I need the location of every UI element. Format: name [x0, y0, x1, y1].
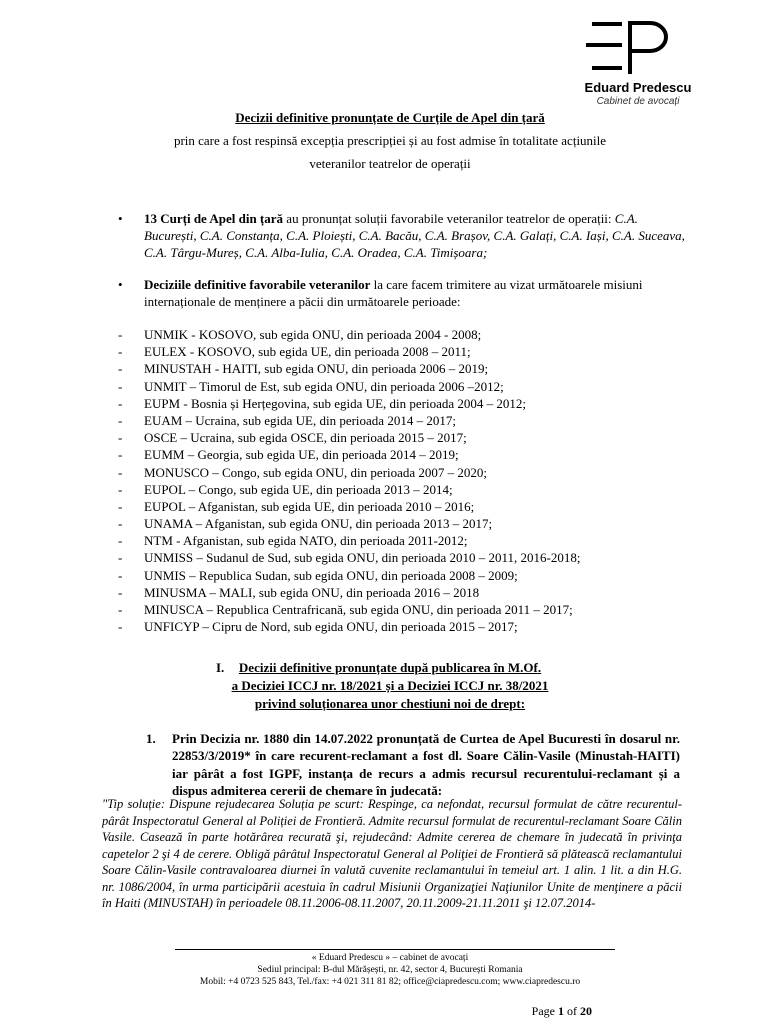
bullet-bold-text: 13 Curți de Apel din țară — [144, 211, 284, 226]
footer-firm: « Eduard Predescu » – cabinet de avocați — [311, 953, 469, 963]
bullet-courts — [118, 210, 688, 261]
dash-marker: - — [118, 498, 123, 514]
mission-item — [118, 601, 698, 618]
bullet-italic-text: C.A. București, C.A. Constanța, C.A. Ploiești, C.A. Bacău, C.A. Brașov, C.A. Galați, C.A. Iași, C.A. Suceava, C.A. Târgu-Mureș, C.A. Alba-Iulia, C.A. Oradea, C.A. Timișoara; — [144, 211, 685, 260]
bullet-icon: • — [118, 277, 123, 292]
dash-marker: - — [118, 361, 123, 377]
mission-text: UNAMA – Afganistan, sub egida ONU, din perioada 2013 – 2017; — [144, 516, 493, 532]
dash-marker: - — [118, 516, 123, 532]
footer-address: Sediul principal: B-dul Mărășești, nr. 42, sector 4, București Romania — [257, 965, 523, 975]
ep-monogram-icon — [584, 18, 684, 76]
mission-item — [118, 360, 698, 377]
page-current: 1 — [558, 1004, 564, 1018]
dash-marker: - — [118, 327, 123, 342]
dash-marker: - — [118, 584, 123, 600]
mission-item — [118, 326, 698, 343]
mission-item — [118, 549, 698, 566]
dash-marker: - — [118, 430, 123, 446]
dash-marker: - — [118, 533, 123, 549]
mission-text: UNFICYP – Cipru de Nord, sub egida ONU, din perioada 2015 – 2017; — [144, 619, 518, 635]
section-title-line1: Decizii definitive pronunțate după publicarea în M.Of. — [238, 660, 542, 675]
mission-item — [118, 481, 698, 498]
logo — [578, 18, 698, 107]
mission-text: MINUSCA – Republica Centrafricană, sub egida ONU, din perioada 2011 – 2017; — [144, 602, 573, 617]
mission-text: MINUSMA – MALI, sub egida ONU, din perioada 2016 – 2018 — [144, 584, 480, 600]
mission-item — [118, 498, 698, 515]
mission-text: EUPOL – Congo, sub egida UE, din perioada 2013 – 2014; — [144, 481, 453, 497]
bullet-text: au pronunțat soluții favorabile veteranilor teatrelor de operații: — [283, 211, 615, 226]
page-label: Page — [531, 1004, 555, 1018]
mission-text: MINUSTAH - HAITI, sub egida ONU, din perioada 2006 – 2019; — [144, 361, 489, 377]
mission-text: EUMM – Georgia, sub egida UE, din perioada 2014 – 2019; — [144, 447, 459, 463]
page-of: of — [567, 1004, 577, 1018]
section-number: I. — [216, 660, 225, 675]
dash-marker: - — [118, 550, 123, 566]
mission-item — [118, 464, 698, 481]
mission-text: UNMIT – Timorul de Est, sub egida ONU, din perioada 2006 –2012; — [144, 378, 504, 394]
mission-text: MONUSCO – Congo, sub egida ONU, din perioada 2007 – 2020; — [144, 464, 488, 480]
document-subtitle-line1: prin care a fost respinsă excepția prescripției și au fost admise în totalitate acțiunile — [173, 133, 607, 148]
mission-item — [118, 446, 698, 463]
item-number: 1. — [146, 731, 156, 746]
footer-divider — [175, 949, 615, 950]
mission-item — [118, 412, 698, 429]
dash-marker: - — [118, 378, 123, 394]
mission-text: EUPM - Bosnia și Herțegovina, sub egida UE, din perioada 2004 – 2012; — [144, 395, 526, 411]
mission-item — [118, 532, 698, 549]
mission-item — [118, 567, 698, 584]
dash-marker: - — [118, 344, 123, 360]
mission-text: EULEX - KOSOVO, sub egida UE, din perioada 2008 – 2011; — [144, 344, 471, 360]
decision-item-1 — [146, 730, 680, 799]
mission-item — [118, 618, 698, 635]
mission-text: NTM - Afganistan, sub egida NATO, din perioada 2011-2012; — [144, 533, 468, 549]
mission-item — [118, 343, 698, 360]
decision-quote: "Tip soluție: Dispune rejudecarea Soluția pe scurt: Respinge, ca nefondat, recursul formulat de către recurentul-pârât Inspectoratul General al Poliției de Frontieră. Admite recursul formulat de recurentul-reclamant Soare Călin Vasile. Casează în parte hotărârea recurată şi, rejudecând: Admite cererea de chemare în judecată în privinţa capetelor 2 şi 4 de cerere. Obligă pârâtul Inspectoratul General al Poliţiei de Frontieră să plătească reclamantului Soare Călin-Vasile contravaloarea diurnei în valută cuvenite reclamantului în temeiul art. 1 alin. 1 lit. a din H.G. nr. 1086/2004, în urma participării acestuia în cadrul Misiunii Organizaţiei Naţiunilor Unite de menţinere a păcii în Haiti (MINUSTAH) în perioadele 08.11.2006-08.11.2007, 20.11.2009-21.11.2011 şi 12.07.2014- — [102, 797, 682, 910]
section-heading-line1 — [150, 660, 630, 676]
dash-marker: - — [118, 602, 123, 617]
dash-marker: - — [118, 464, 123, 480]
page-total: 20 — [580, 1004, 592, 1018]
mission-item — [118, 515, 698, 532]
mission-text: EUAM – Ucraina, sub egida UE, din perioada 2014 – 2017; — [144, 412, 456, 428]
dash-marker: - — [118, 567, 123, 583]
dash-marker: - — [118, 481, 123, 497]
mission-item — [118, 429, 698, 446]
dash-marker: - — [118, 395, 123, 411]
mission-text: EUPOL – Afganistan, sub egida UE, din perioada 2010 – 2016; — [144, 498, 475, 514]
page-number — [532, 1004, 592, 1019]
dash-marker: - — [118, 447, 123, 463]
mission-text: UNMIS – Republica Sudan, sub egida ONU, din perioada 2008 – 2009; — [144, 567, 518, 583]
document-subtitle-line2: veteranilor teatrelor de operații — [309, 156, 471, 171]
dash-marker: - — [118, 619, 123, 635]
dash-marker: - — [118, 412, 123, 428]
mission-text: UNMISS – Sudanul de Sud, sub egida ONU, din perioada 2010 – 2011, 2016-2018; — [144, 550, 581, 566]
footer-contact: Mobil: +4 0723 525 843, Tel./fax: +4 021 311 81 82; office@ciapredescu.com; www.ciapredescu.ro — [199, 977, 581, 987]
bullet-decisions — [118, 276, 688, 310]
missions-list — [118, 326, 698, 635]
bullet-bold-text: Deciziile definitive favorabile veteranilor — [144, 277, 371, 292]
mission-item — [118, 584, 698, 601]
mission-text: UNMIK - KOSOVO, sub egida ONU, din perioada 2004 - 2008; — [144, 327, 482, 342]
section-heading-line3: privind soluționarea unor chestiuni noi de drept: — [254, 696, 526, 711]
bullet-icon: • — [118, 211, 123, 226]
mission-text: OSCE – Ucraina, sub egida OSCE, din perioada 2015 – 2017; — [144, 430, 467, 446]
logo-brand-name: Eduard Predescu — [584, 80, 692, 95]
mission-item — [118, 395, 698, 412]
item-text: Prin Decizia nr. 1880 din 14.07.2022 pronunțată de Curtea de Apel Bucuresti în dosarul nr. 22853/3/2019* în care recurent-reclamant a fost dl. Soare Călin-Vasile (Minustah-HAITI) iar pârât a fost IGPF, instanța de recurs a admis recursul recurentului-reclamant și a dispus admiterea cererii de chemare în judecată: — [172, 731, 680, 798]
section-heading-line2: a Deciziei ICCJ nr. 18/2021 și a Deciziei ICCJ nr. 38/2021 — [231, 678, 549, 693]
mission-item — [118, 378, 698, 395]
bullet-text: la care facem trimitere au vizat următoarele misiuni internaționale de menținere a păcii din următoarele perioade: — [144, 277, 643, 309]
logo-subtitle: Cabinet de avocați — [596, 96, 680, 107]
document-title: Decizii definitive pronunțate de Curțile de Apel din țară — [235, 110, 545, 125]
